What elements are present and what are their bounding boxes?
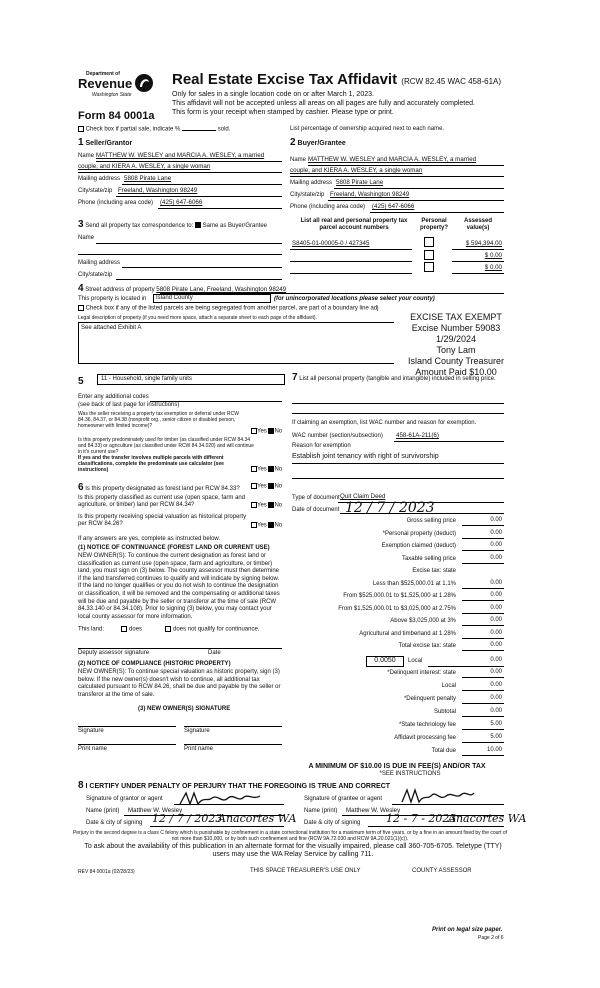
grantee-city[interactable]: Anacortes WA [448, 812, 527, 825]
sec5-q2-answer: Yes No [251, 466, 282, 474]
wac-number[interactable]: 458-61A-211(6) [396, 432, 439, 439]
county-note: (for unincorporated locations please select your county) [274, 296, 435, 302]
tax-row-value[interactable]: 0.00 [490, 642, 502, 648]
street-label: Street address of property [85, 287, 155, 293]
buyer-name-label: Name [290, 157, 307, 163]
grantor-date-label: Date & city of signing [86, 820, 143, 826]
tax-row-value[interactable]: 0.00 [490, 682, 502, 688]
buyer-city-label: City/state/zip [290, 192, 325, 198]
doc-type-label: Type of document [292, 495, 340, 501]
county-assessor: COUNTY ASSESSOR [412, 868, 472, 874]
parcels-col2: Personal property? [419, 218, 448, 231]
buyer-phone[interactable]: (425) 647-6066 [372, 203, 415, 210]
land-does-not-checkbox[interactable] [165, 626, 171, 632]
grantee-sig-label: Signature of grantee or agent [304, 796, 383, 802]
availability-notice: To ask about the availability of this publication in an alternate format for the visually impaired, please call 360-705-6705. Teletype (TTY) users may use the WA Relay Service by calling 711. [84, 843, 502, 858]
seller-mailing-label: Mailing address [78, 176, 121, 182]
local-rate-value: 0.0050 [374, 657, 396, 664]
dor-logo [78, 71, 160, 107]
header-note3: This form is your receipt when stamped by cashier. Please type or print. [172, 109, 394, 116]
seller-city-label: City/state/zip [78, 188, 113, 194]
sec5-q2b: If yes and the transfer involves multiple parcels with different classifications, complete the predominate use calculator (see instructions) [78, 455, 224, 473]
grantor-date[interactable]: 12 / 7 / 2023 [152, 812, 223, 825]
partial-sale-suffix: sold. [217, 126, 231, 133]
tax-row-label: Less than $525,000.01 at 1.1% [372, 580, 456, 587]
notice1-title: (1) NOTICE OF CONTINUANCE (FOREST LAND OR CURRENT USE) [78, 545, 270, 551]
tax-row-label: Local [441, 683, 456, 689]
header-note1: Only for sales in a single location code on or after March 1, 2023. [172, 91, 374, 98]
tax-row-value[interactable]: 0.00 [490, 542, 502, 548]
tax-row-value[interactable]: 0.00 [490, 669, 502, 675]
form-rcw: (RCW 82.45 WAC 458-61A) [401, 77, 502, 86]
tax-row-label: Subtotal [433, 709, 456, 715]
tax-row-label: Gross selling price [406, 518, 456, 524]
parcels-col1: List all real and personal property tax parcel account numbers [300, 218, 408, 231]
tax-row-value[interactable]: 0.00 [490, 592, 502, 598]
tax-row-label: Taxable selling price [401, 555, 456, 562]
sec7-heading: 7 List all personal property (tangible and intangible) included in selling price. [292, 372, 496, 383]
boundary-label: Check box if any of the listed parcels are being segregated from another parcel, are part of a boundary line adj [85, 305, 379, 312]
grantor-signature [178, 790, 262, 812]
perjury-notice: Perjury in the second degree is a class C felony which is punishable by confinement in a state correctional institution for a maximum term of five years, or by a fine in an amount fixed by the court of not more than $10,000, or by both such confinement and fine (RCW 9A.72.030 and RCW 9A.20.021(1)(c)). [72, 830, 508, 842]
boundary-row [78, 305, 379, 313]
tax-row-value[interactable]: 0.00 [490, 517, 502, 523]
tax-row-value[interactable]: 0.00 [490, 554, 502, 561]
grantee-date[interactable]: 12 - 7 - 2023 [386, 812, 457, 825]
seller-phone[interactable]: (425) 647-6066 [160, 199, 203, 206]
stamp-line1: EXCISE TAX EXEMPT [410, 312, 502, 322]
land-does-checkbox[interactable] [121, 626, 127, 632]
grantor-city[interactable]: Anacortes WA [218, 812, 297, 825]
street-address[interactable]: 5808 Pirate Lane, Freeland, Washington 98249 [156, 286, 287, 293]
tax-row-value[interactable]: 0.00 [490, 529, 502, 536]
partial-sale-label: Check box if partial sale, indicate % [85, 126, 181, 133]
seller-city[interactable]: Freeland, Washington 98249 [118, 187, 198, 194]
land-does-label: does [129, 626, 143, 633]
deputy-signature-label: Deputy assessor signature [78, 650, 150, 656]
seller-phone-label: Phone (including area code) [78, 200, 154, 206]
dept-line3: Washington State [92, 92, 132, 98]
sec6-q2: Is this property classified as current use (open space, farm and agriculture, or timber) land per RCW 84.34? [78, 495, 246, 508]
dept-line2: Revenue [78, 76, 133, 91]
sec5-q1-answer: Yes No [251, 428, 282, 436]
wac-label: WAC number (section/subsection) [292, 433, 383, 439]
parcel-number[interactable]: S8405-01-00005-0 / 427345 [292, 240, 370, 247]
tax-row-value[interactable]: 5.00 [490, 734, 502, 740]
located-label: This property is located in [78, 296, 147, 302]
owner-signature-label-2: Signature [184, 728, 210, 734]
this-land-row [78, 626, 288, 634]
local-value[interactable]: 0.00 [490, 657, 502, 663]
reason-label: Reason for exemption [292, 443, 351, 449]
boundary-checkbox[interactable] [78, 305, 84, 311]
form-title-text: Real Estate Excise Tax Affidavit [172, 71, 398, 88]
grantee-signature [400, 786, 476, 811]
seller-name-line2[interactable]: couple, and KIERA A. WESLEY, a single woman [78, 163, 211, 170]
tax-row-label: Affidavit processing fee [394, 735, 456, 741]
buyer-mailing[interactable]: 5808 Pirate Lane [336, 179, 384, 186]
grantor-signature-icon [178, 790, 262, 808]
tax-row-value[interactable]: 0.00 [490, 629, 502, 636]
exemption-reason[interactable]: Establish joint tenancy with right of survivorship [292, 453, 439, 460]
tax-row-label: *Personal property (deduct) [382, 530, 456, 537]
tax-row-value[interactable]: 0.00 [490, 617, 502, 623]
additional-codes-label: Enter any additional codes [78, 394, 149, 400]
tax-row-value[interactable]: 0.00 [490, 579, 502, 586]
owner-signature-label: Signature [78, 728, 104, 734]
sec3-mailing-label: Mailing address [78, 260, 121, 266]
legal-label: Legal description of property (if you need more space, attach a separate sheet to each page of the affidavit). [78, 315, 317, 321]
seller-heading: 1 Seller/Grantor [78, 137, 133, 148]
dept-line1: Department of [86, 71, 120, 77]
additional-codes-note: (see back of last page for instructions) [78, 402, 180, 408]
land-does-not-label: does not qualify for continuance. [173, 626, 260, 633]
partial-sale-checkbox[interactable] [78, 126, 84, 132]
sec6-q4: If any answers are yes, complete as instructed below. [78, 536, 221, 542]
owner-print-label: Print name [78, 746, 108, 752]
tax-row-value[interactable]: 10.00 [486, 747, 502, 753]
grantee-name[interactable]: Matthew W. Wesley [346, 807, 401, 814]
grantor-name[interactable]: Matthew W. Wesley [128, 807, 183, 814]
tax-row-label: *Delinquent penalty [403, 696, 456, 702]
notice2-body: NEW OWNER(S): To continue special valuation as historic property, sign (3) below. If the new owner(s) doesn't wish to continue, all additional tax calculated pursuant to RCW 84.26, shall be due and payable by the seller or transferor at the time of sale. [78, 669, 281, 698]
legal-paper-note: Print on legal size paper. [432, 927, 503, 933]
stamp-line4: Tony Lam [436, 345, 476, 355]
buyer-heading: 2 Buyer/Grantee [290, 137, 346, 148]
tax-row-value[interactable]: 5.00 [490, 721, 502, 727]
land-use-select[interactable] [97, 374, 285, 385]
tax-row-value[interactable]: 0.00 [490, 695, 502, 701]
parcels-col3: Assessed value(s) [463, 218, 493, 231]
tax-row-value[interactable]: 0.00 [490, 604, 502, 611]
sec4-street-row: 4 Street address of property 5808 Pirate Lane, Freeland, Washington 98249 [78, 283, 287, 294]
header-note2: This affidavit will not be accepted unless all areas on all pages are fully and accurately completed. [172, 100, 475, 107]
stamp-line6: Amount Paid $10.00 [415, 367, 497, 377]
sec3-label: Send all property tax correspondence to: [85, 223, 194, 229]
seller-name-line1[interactable]: MATTHEW W. WESLEY and MARCIA A. WESLEY, a married [96, 152, 265, 159]
see-instructions: *SEE INSTRUCTIONS [379, 771, 441, 777]
legal-description-box[interactable] [78, 322, 398, 364]
local-label: Local [408, 658, 423, 664]
same-as-buyer-checkbox[interactable] [195, 222, 201, 228]
tax-row-label: *Delinquent interest: state [387, 670, 456, 676]
certify-heading: 8 I CERTIFY UNDER PENALTY OF PERJURY THAT THE FOREGOING IS TRUE AND CORRECT [78, 780, 391, 791]
grantee-name-label: Name (print) [304, 808, 338, 814]
land-use-value: 11 - Household, single family units [101, 376, 192, 382]
deputy-date-label: Date [208, 650, 221, 656]
parcel-value[interactable]: $ 0.00 [484, 252, 502, 259]
seller-name-label: Name [78, 153, 95, 159]
local-rate-box[interactable] [366, 656, 404, 667]
grantor-sig-label: Signature of grantor or agent [86, 796, 163, 802]
tax-row-label: *State technology fee [398, 722, 456, 728]
notice2-title: (2) NOTICE OF COMPLIANCE (HISTORIC PROPERTY) [78, 661, 231, 667]
doc-date-label: Date of document [292, 507, 340, 513]
owner-print-label-2: Print name [184, 746, 214, 752]
pct-ownership-note: List percentage of ownership acquired next to each name. [290, 126, 445, 132]
sec6-q2-answer: Yes No [251, 502, 282, 510]
buyer-phone-label: Phone (including area code) [290, 204, 366, 210]
sec3-row: 3 Send all property tax correspondence to: Same as Buyer/Grantee [78, 219, 268, 230]
legal-value: See attached Exhibit A [81, 325, 142, 331]
buyer-name-line1[interactable]: MATTHEW W. WESLEY and MARCIA A. WESLEY, a married [308, 156, 477, 163]
exempt-note: If claiming an exemption, list WAC number and reason for exemption. [292, 420, 477, 426]
dor-logo-icon [134, 73, 154, 93]
buyer-name-line2[interactable]: couple, and KIERA A. WESLEY, a single woman [290, 167, 423, 174]
county-value: Island County [156, 295, 193, 301]
parcel-value[interactable]: $ 0.00 [484, 264, 502, 271]
sec6-q3: Is this property receiving special valuation as historical property per RCW 84.26? [78, 514, 247, 527]
tax-row-label: Exemption claimed (deduct) [381, 543, 456, 549]
sec6-q1-answer: Yes No [251, 483, 282, 491]
buyer-city[interactable]: Freeland, Washington 98249 [330, 191, 410, 198]
sec6-q1: 6 Is this property designated as forest land per RCW 84.33? [78, 482, 240, 493]
form-number: Form 84 0001a [78, 110, 155, 122]
tax-row-label: Agricultural and timberland at 1.28% [359, 630, 456, 637]
form-revision: REV 84 0001a (02/28/23) [78, 869, 135, 875]
doc-date[interactable]: 12 / 7 / 2023 [345, 500, 435, 516]
sec3-name-label: Name [78, 235, 95, 241]
grantee-date-label: Date & city of signing [304, 820, 361, 826]
personal-property-checkbox[interactable] [424, 237, 434, 247]
tax-row-value[interactable]: 0.00 [490, 708, 502, 714]
treasurer-stamp [394, 312, 518, 378]
doc-type[interactable]: Quit Claim Deed [340, 493, 386, 500]
sec6-q3-answer: Yes No [251, 522, 282, 530]
county-select[interactable] [153, 294, 271, 303]
sec5-q1: Was the seller receiving a property tax exemption or deferral under RCW 84.36, 84.37, or 84.38 (nonprofit org., senior citizen or disabled person, homeowner with limited income)? [78, 411, 239, 429]
partial-sale-row [78, 126, 230, 134]
tax-row-label: Total excise tax: state [398, 643, 456, 649]
stamp-line3: 1/29/2024 [435, 334, 477, 344]
sec5-q2a: Is this property predominately used for timber (as classified under RCW 84.34 and 84.33) or agriculture (as classified under RCW 84.34.020) and will continue in it's current use? [78, 437, 254, 455]
page-number: Page 2 of 6 [478, 935, 504, 941]
buyer-mailing-label: Mailing address [290, 180, 333, 186]
sec3-city-label: City/state/zip [78, 272, 113, 278]
personal-property-checkbox[interactable] [424, 262, 434, 272]
tax-row-label: Excise tax: state [412, 568, 456, 574]
stamp-line5: Island County Treasurer [407, 356, 505, 366]
tax-row-label: Total due [431, 748, 456, 754]
sec3-same: Same as Buyer/Grantee [202, 223, 268, 229]
parcel-value[interactable]: $ 594,394.00 [465, 240, 502, 247]
seller-mailing[interactable]: 5808 Pirate Lane [124, 175, 172, 182]
form-title [172, 71, 501, 90]
tax-row-label: From $1,525,000.01 to $3,025,000 at 2.75% [338, 605, 456, 612]
grantor-name-label: Name (print) [86, 808, 120, 814]
notice1-body: NEW OWNER(S): To continue the current designation as forest land or classification as current use (open space, farm and agriculture, or timber) land, you must sign on (3) below. The county assessor must then determine if the land transferred continues to qualify and will indicate by signing below. If the land no longer qualifies or you do not wish to continue the designation or classification, it will be removed and the compensating or additional taxes will be due and payable by the seller or transferor at the time of sale (RCW 84.33.140 or 84.34.108). Prior to signing (3) below, you may contact your local county assessor for more information. [78, 553, 280, 620]
treasurer-use-only: THIS SPACE TREASURER'S USE ONLY [250, 868, 361, 874]
stamp-line2: Excise Number 59083 [411, 323, 501, 333]
tax-row-label: From $525,000.01 to $1,525,000 at 1.28% [343, 593, 456, 599]
this-land-label: This land: [78, 626, 105, 633]
personal-property-checkbox[interactable] [424, 250, 434, 260]
minimum-due: A MINIMUM OF $10.00 IS DUE IN FEE(S) AND/OR TAX [308, 763, 486, 770]
tax-row-label: Above $3,025,000 at 3% [390, 618, 456, 624]
notice3-title: (3) NEW OWNER(S) SIGNATURE [138, 706, 231, 712]
grantee-signature-icon [400, 786, 476, 806]
